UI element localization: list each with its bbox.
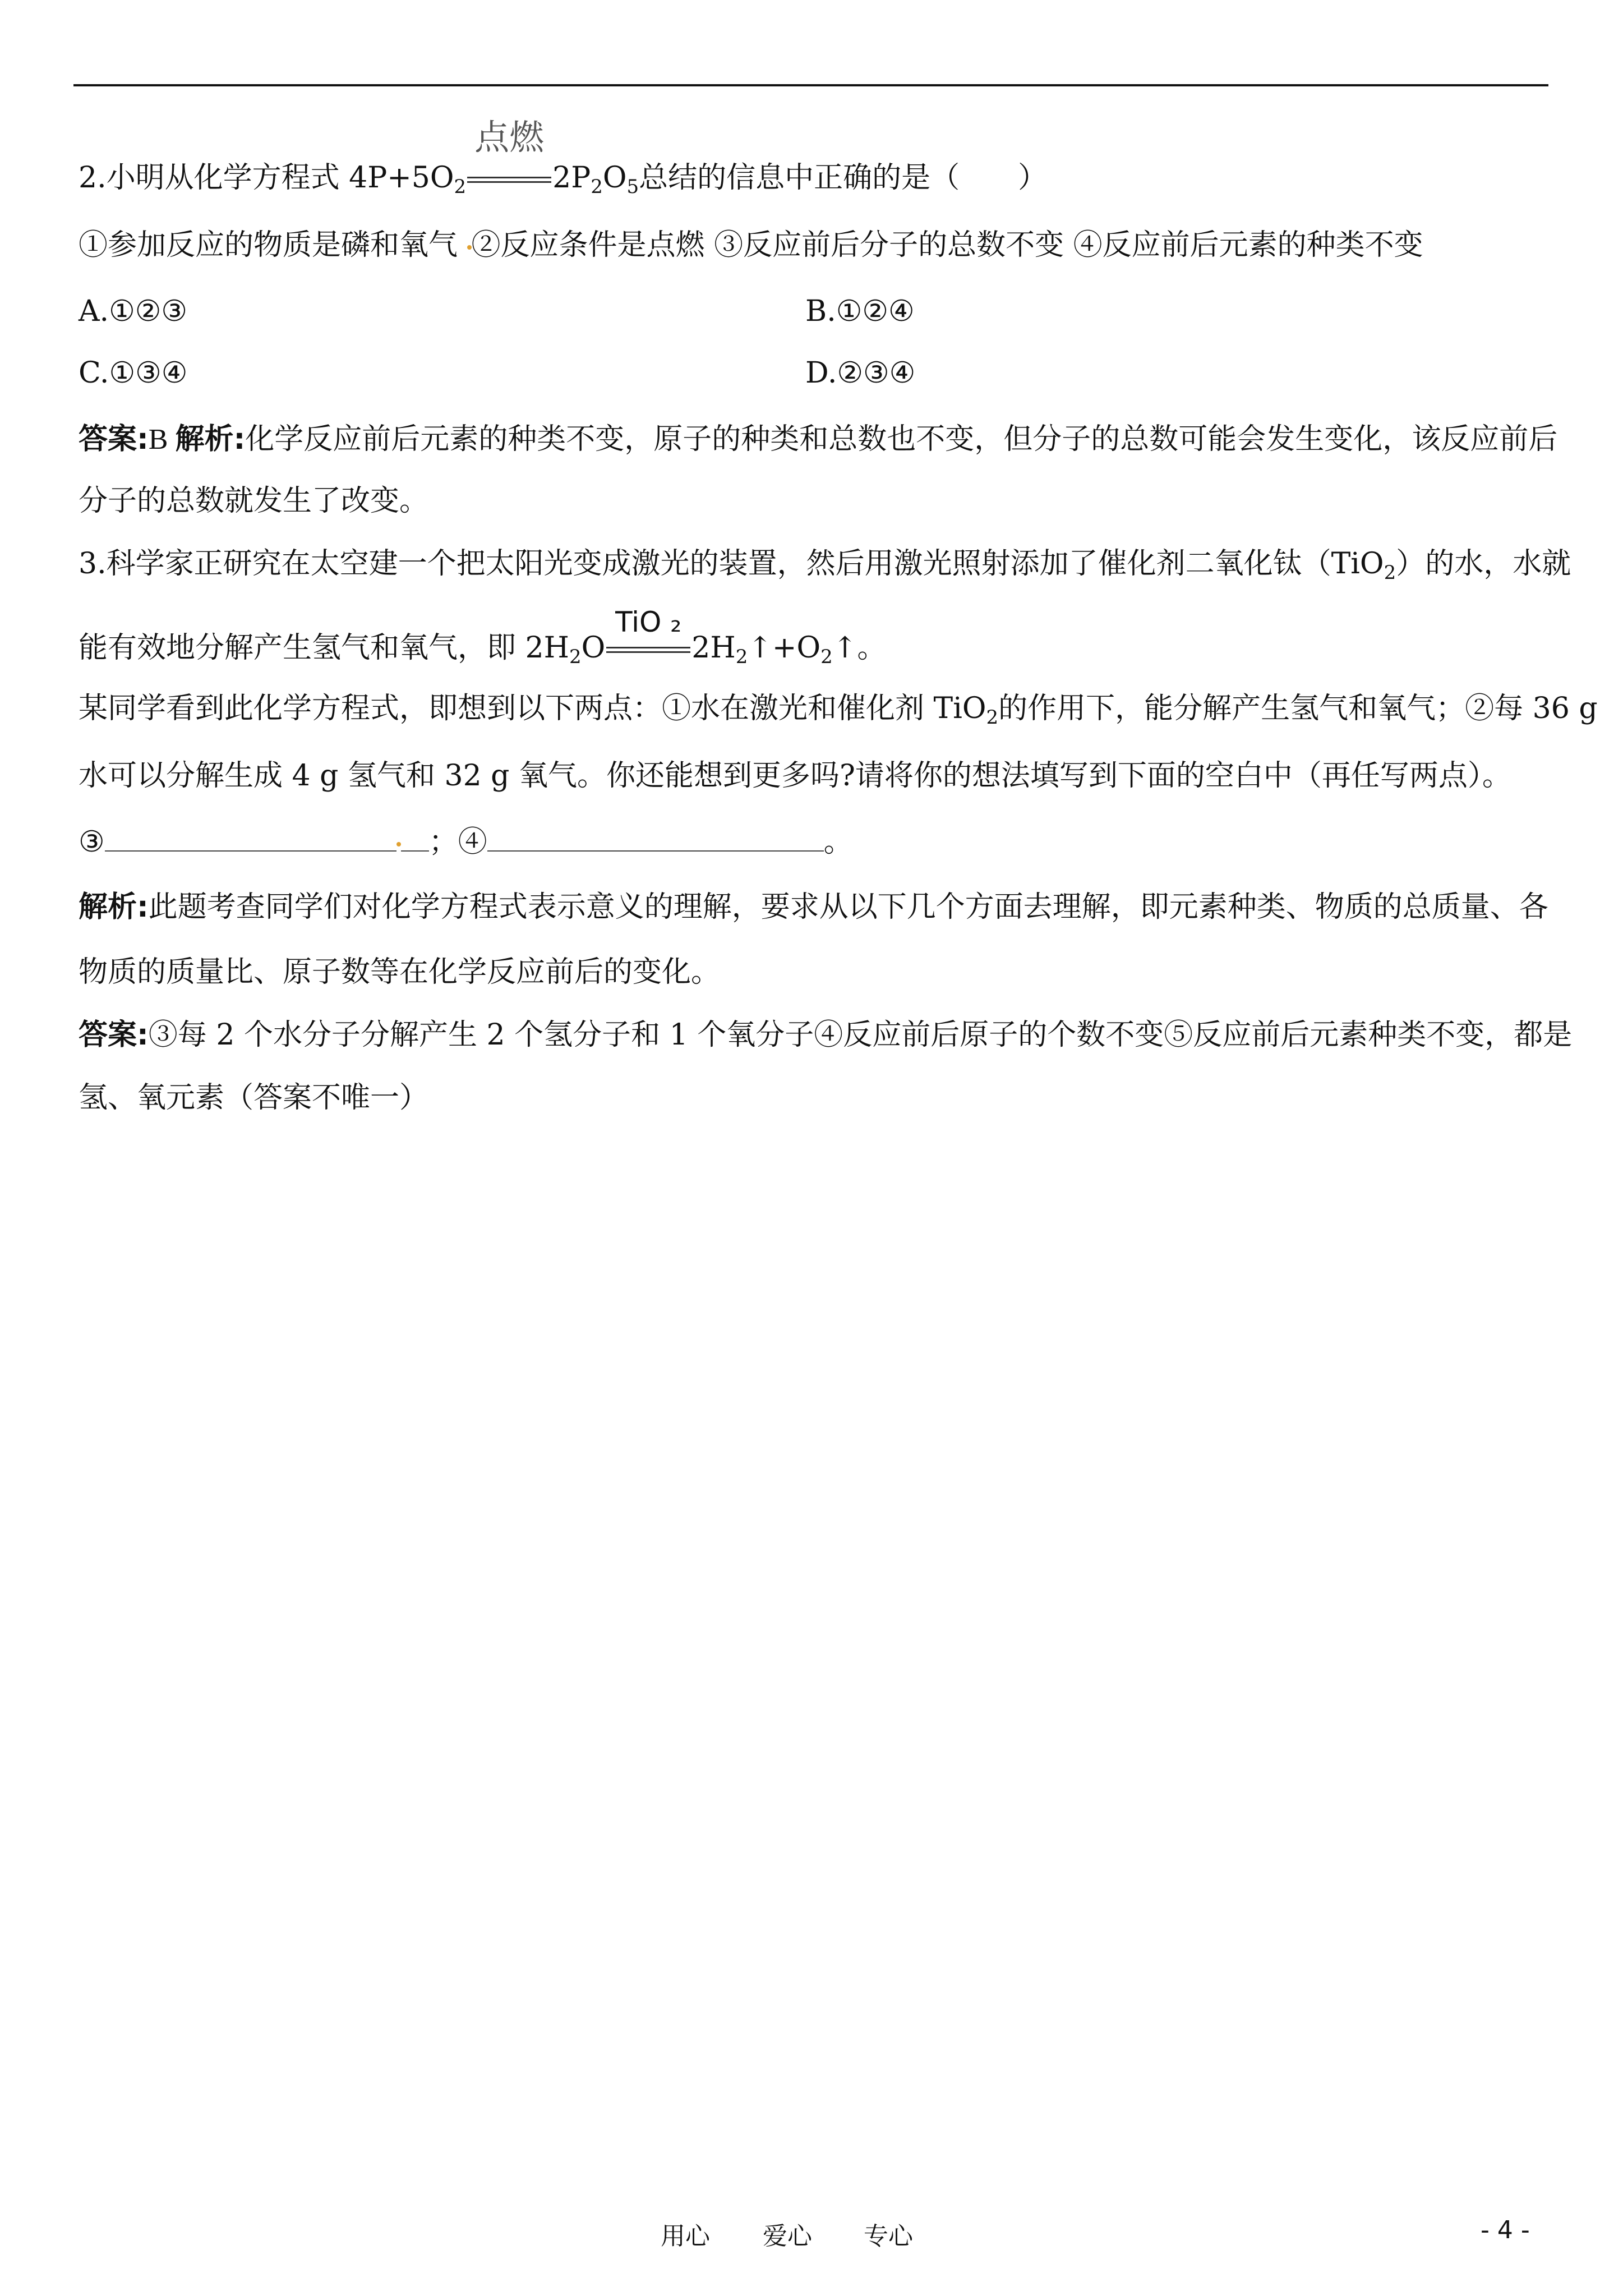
q2-condition: 点燃 (474, 117, 545, 158)
q3-answer-blank-4[interactable] (487, 822, 824, 852)
q2-analysis-text1: 化学反应前后元素的种类不变，原子的种类和总数也不变，但分子的总数可能会发生变化，该反应前后 (245, 422, 1558, 456)
q3-stem-line1-b: ）的水，水就 (1396, 547, 1571, 581)
q3-line4: 水可以分解生成 4 g 氢气和 32 g 氧气。你还能想到更多吗?请将你的想法填写到下面的空白中（再任写两点）。 (79, 759, 1511, 793)
footer-motto-2: 爱心 (763, 2222, 812, 2251)
q3-answer-line1 (79, 1016, 1573, 1053)
footer-motto-1: 用心 (661, 2222, 710, 2251)
q3-blank3-label: ③ (79, 825, 105, 859)
q3-reaction-arrow (606, 606, 690, 666)
q3-line3-sub: 2 (986, 706, 999, 729)
q2-stem-prefix: 2.小明从化学方程式 4P+5O (79, 161, 454, 195)
q3-blanks (79, 822, 1548, 861)
page-number: - 4 - (1481, 2216, 1530, 2244)
q2-option-c: C.①③④ (79, 356, 188, 390)
q3-stem-line2-a: 能有效地分解产生氢气和氧气，即 2H (79, 631, 569, 665)
q2-statements-a: ①参加反应的物质是磷和氧气 (79, 228, 458, 262)
marker-dot (467, 245, 472, 250)
q2-product-sub1: 2 (591, 176, 603, 198)
q3-line3-b: 的作用下，能分解产生氢气和氧气；②每 36 g (998, 692, 1598, 725)
q2-analysis-line2: 分子的总数就发生了改变。 (79, 484, 429, 518)
q3-answer-line2: 氢、氧元素（答案不唯一） (79, 1081, 429, 1115)
q2-product-a: 2P (552, 161, 591, 195)
q3-analysis-label: 解析: (79, 890, 149, 924)
marker-dot (396, 842, 401, 846)
q3-analysis-line2: 物质的质量比、原子数等在化学反应前后的变化。 (79, 955, 721, 989)
footer-motto-3: 专心 (864, 2222, 913, 2251)
q3-analysis-text1: 此题考查同学们对化学方程式表示意义的理解，要求从以下几个方面去理解，即元素种类、物质的总质量、各 (148, 890, 1548, 924)
q3-answer-label: 答案: (79, 1018, 149, 1052)
q3-product-a: 2H (691, 631, 736, 665)
q3-blank-separator: ；④ (428, 825, 487, 859)
q2-statements (79, 227, 1548, 264)
q3-blank-end: 。 (823, 825, 853, 859)
q3-line3 (79, 690, 1598, 729)
q3-answer-text1: ③每 2 个水分子分解产生 2 个氢分子和 1 个氧分子④反应前后原子的个数不变⑤反应前后元素种类不变，都是 (148, 1018, 1573, 1052)
q2-answer-value: B (148, 424, 176, 455)
q3-stem-line1-sub: 2 (1384, 562, 1396, 584)
header-rule (73, 84, 1548, 86)
q3-stem-line1-a: 3.科学家正研究在太空建一个把太阳光变成激光的装置，然后用激光照射添加了催化剂二氧化钛（TiO (79, 547, 1384, 581)
q3-line3-a: 某同学看到此化学方程式，即想到以下两点：①水在激光和催化剂 TiO (79, 692, 986, 725)
q3-stem-line2 (79, 606, 1548, 668)
q3-answer-blank-3[interactable] (105, 822, 396, 852)
q3-stem-line2-sub1: 2 (569, 646, 582, 668)
q2-stem (79, 117, 1548, 198)
q2-statements-b: ②反应条件是点燃 ③反应前后分子的总数不变 ④反应前后元素的种类不变 (471, 228, 1423, 262)
q3-product-c: ↑。 (832, 631, 887, 665)
q2-answer-label: 答案: (79, 422, 149, 456)
q3-condition: TiO ₂ (615, 606, 682, 638)
q2-option-b: B.①②④ (805, 295, 915, 328)
q3-stem-line1 (79, 545, 1571, 584)
q3-product-sub1: 2 (735, 646, 748, 668)
q2-analysis-label: 解析: (175, 422, 246, 456)
q2-reaction-arrow (467, 117, 551, 196)
q2-product-sub2: 5 (626, 176, 639, 198)
q2-product-b: O (602, 161, 627, 195)
q2-option-a: A.①②③ (79, 295, 187, 328)
q2-stem-suffix: 总结的信息中正确的是（ ） (639, 161, 1048, 195)
q2-option-d: D.②③④ (805, 356, 916, 390)
q2-answer-line1 (79, 421, 1558, 458)
q3-analysis-line1 (79, 889, 1548, 926)
q3-product-b: ↑+O (748, 631, 821, 665)
q2-reactant-sub: 2 (454, 176, 467, 198)
q3-stem-line2-b: O (581, 631, 606, 665)
q3-product-sub2: 2 (820, 646, 833, 668)
